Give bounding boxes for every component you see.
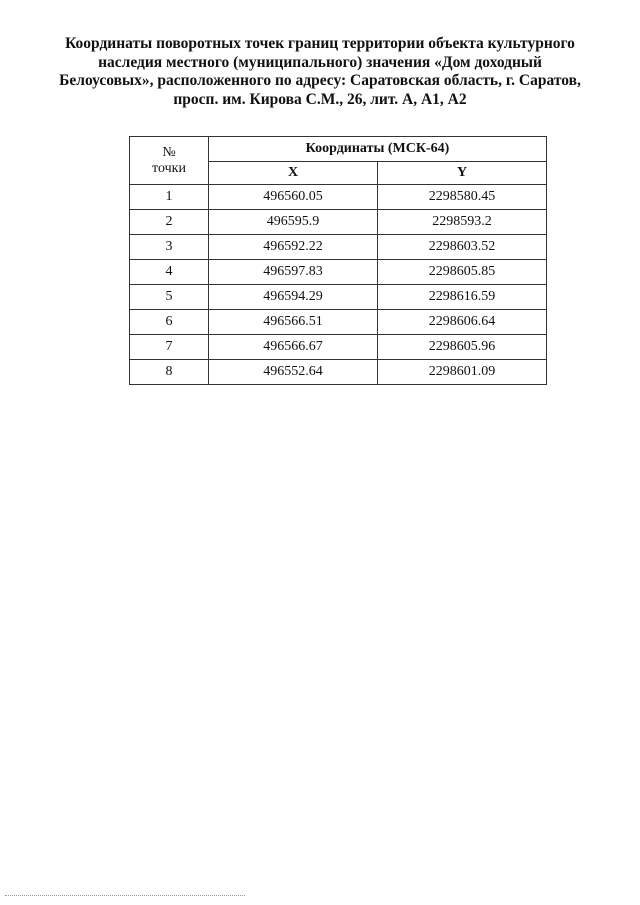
- table-row: [130, 235, 547, 260]
- y-value: 2298606.64: [378, 310, 547, 335]
- point-number: 3: [130, 235, 209, 260]
- x-value: 496566.51: [209, 310, 378, 335]
- point-number: 8: [130, 360, 209, 385]
- document-title: [40, 35, 600, 109]
- footer-divider: [5, 895, 245, 896]
- y-value: 2298593.2: [378, 210, 547, 235]
- y-value: 2298605.85: [378, 260, 547, 285]
- point-number: 6: [130, 310, 209, 335]
- header-num-label: точки: [152, 160, 186, 176]
- x-value: 496566.67: [209, 335, 378, 360]
- point-number: 2: [130, 210, 209, 235]
- table-row: [130, 285, 547, 310]
- table-row: [130, 210, 547, 235]
- x-value: 496594.29: [209, 285, 378, 310]
- table-row: [130, 310, 547, 335]
- header-x: X: [209, 162, 378, 185]
- y-value: 2298605.96: [378, 335, 547, 360]
- table-row: [130, 335, 547, 360]
- title-line: Координаты поворотных точек границ территории объекта культурного: [65, 35, 575, 52]
- header-num-symbol: №: [162, 144, 176, 160]
- y-value: 2298603.52: [378, 235, 547, 260]
- x-value: 496595.9: [209, 210, 378, 235]
- y-value: 2298601.09: [378, 360, 547, 385]
- y-value: 2298580.45: [378, 185, 547, 210]
- x-value: 496592.22: [209, 235, 378, 260]
- table-row: [130, 185, 547, 210]
- header-point-number: [130, 137, 209, 185]
- title-line: наследия местного (муниципального) значения «Дом доходный: [98, 53, 542, 71]
- title-line: просп. им. Кирова С.М., 26, лит. А, А1, А2: [173, 90, 467, 108]
- point-number: 5: [130, 285, 209, 310]
- point-number: 1: [130, 185, 209, 210]
- title-line: Белоусовых», расположенного по адресу: Саратовская область, г. Саратов,: [59, 72, 581, 89]
- header-y: Y: [378, 162, 547, 185]
- x-value: 496552.64: [209, 360, 378, 385]
- point-number: 7: [130, 335, 209, 360]
- x-value: 496560.05: [209, 185, 378, 210]
- coordinates-table: [129, 136, 547, 385]
- header-coordinates: Координаты (МСК-64): [209, 137, 547, 162]
- point-number: 4: [130, 260, 209, 285]
- table-row: [130, 360, 547, 385]
- table-row: [130, 260, 547, 285]
- y-value: 2298616.59: [378, 285, 547, 310]
- x-value: 496597.83: [209, 260, 378, 285]
